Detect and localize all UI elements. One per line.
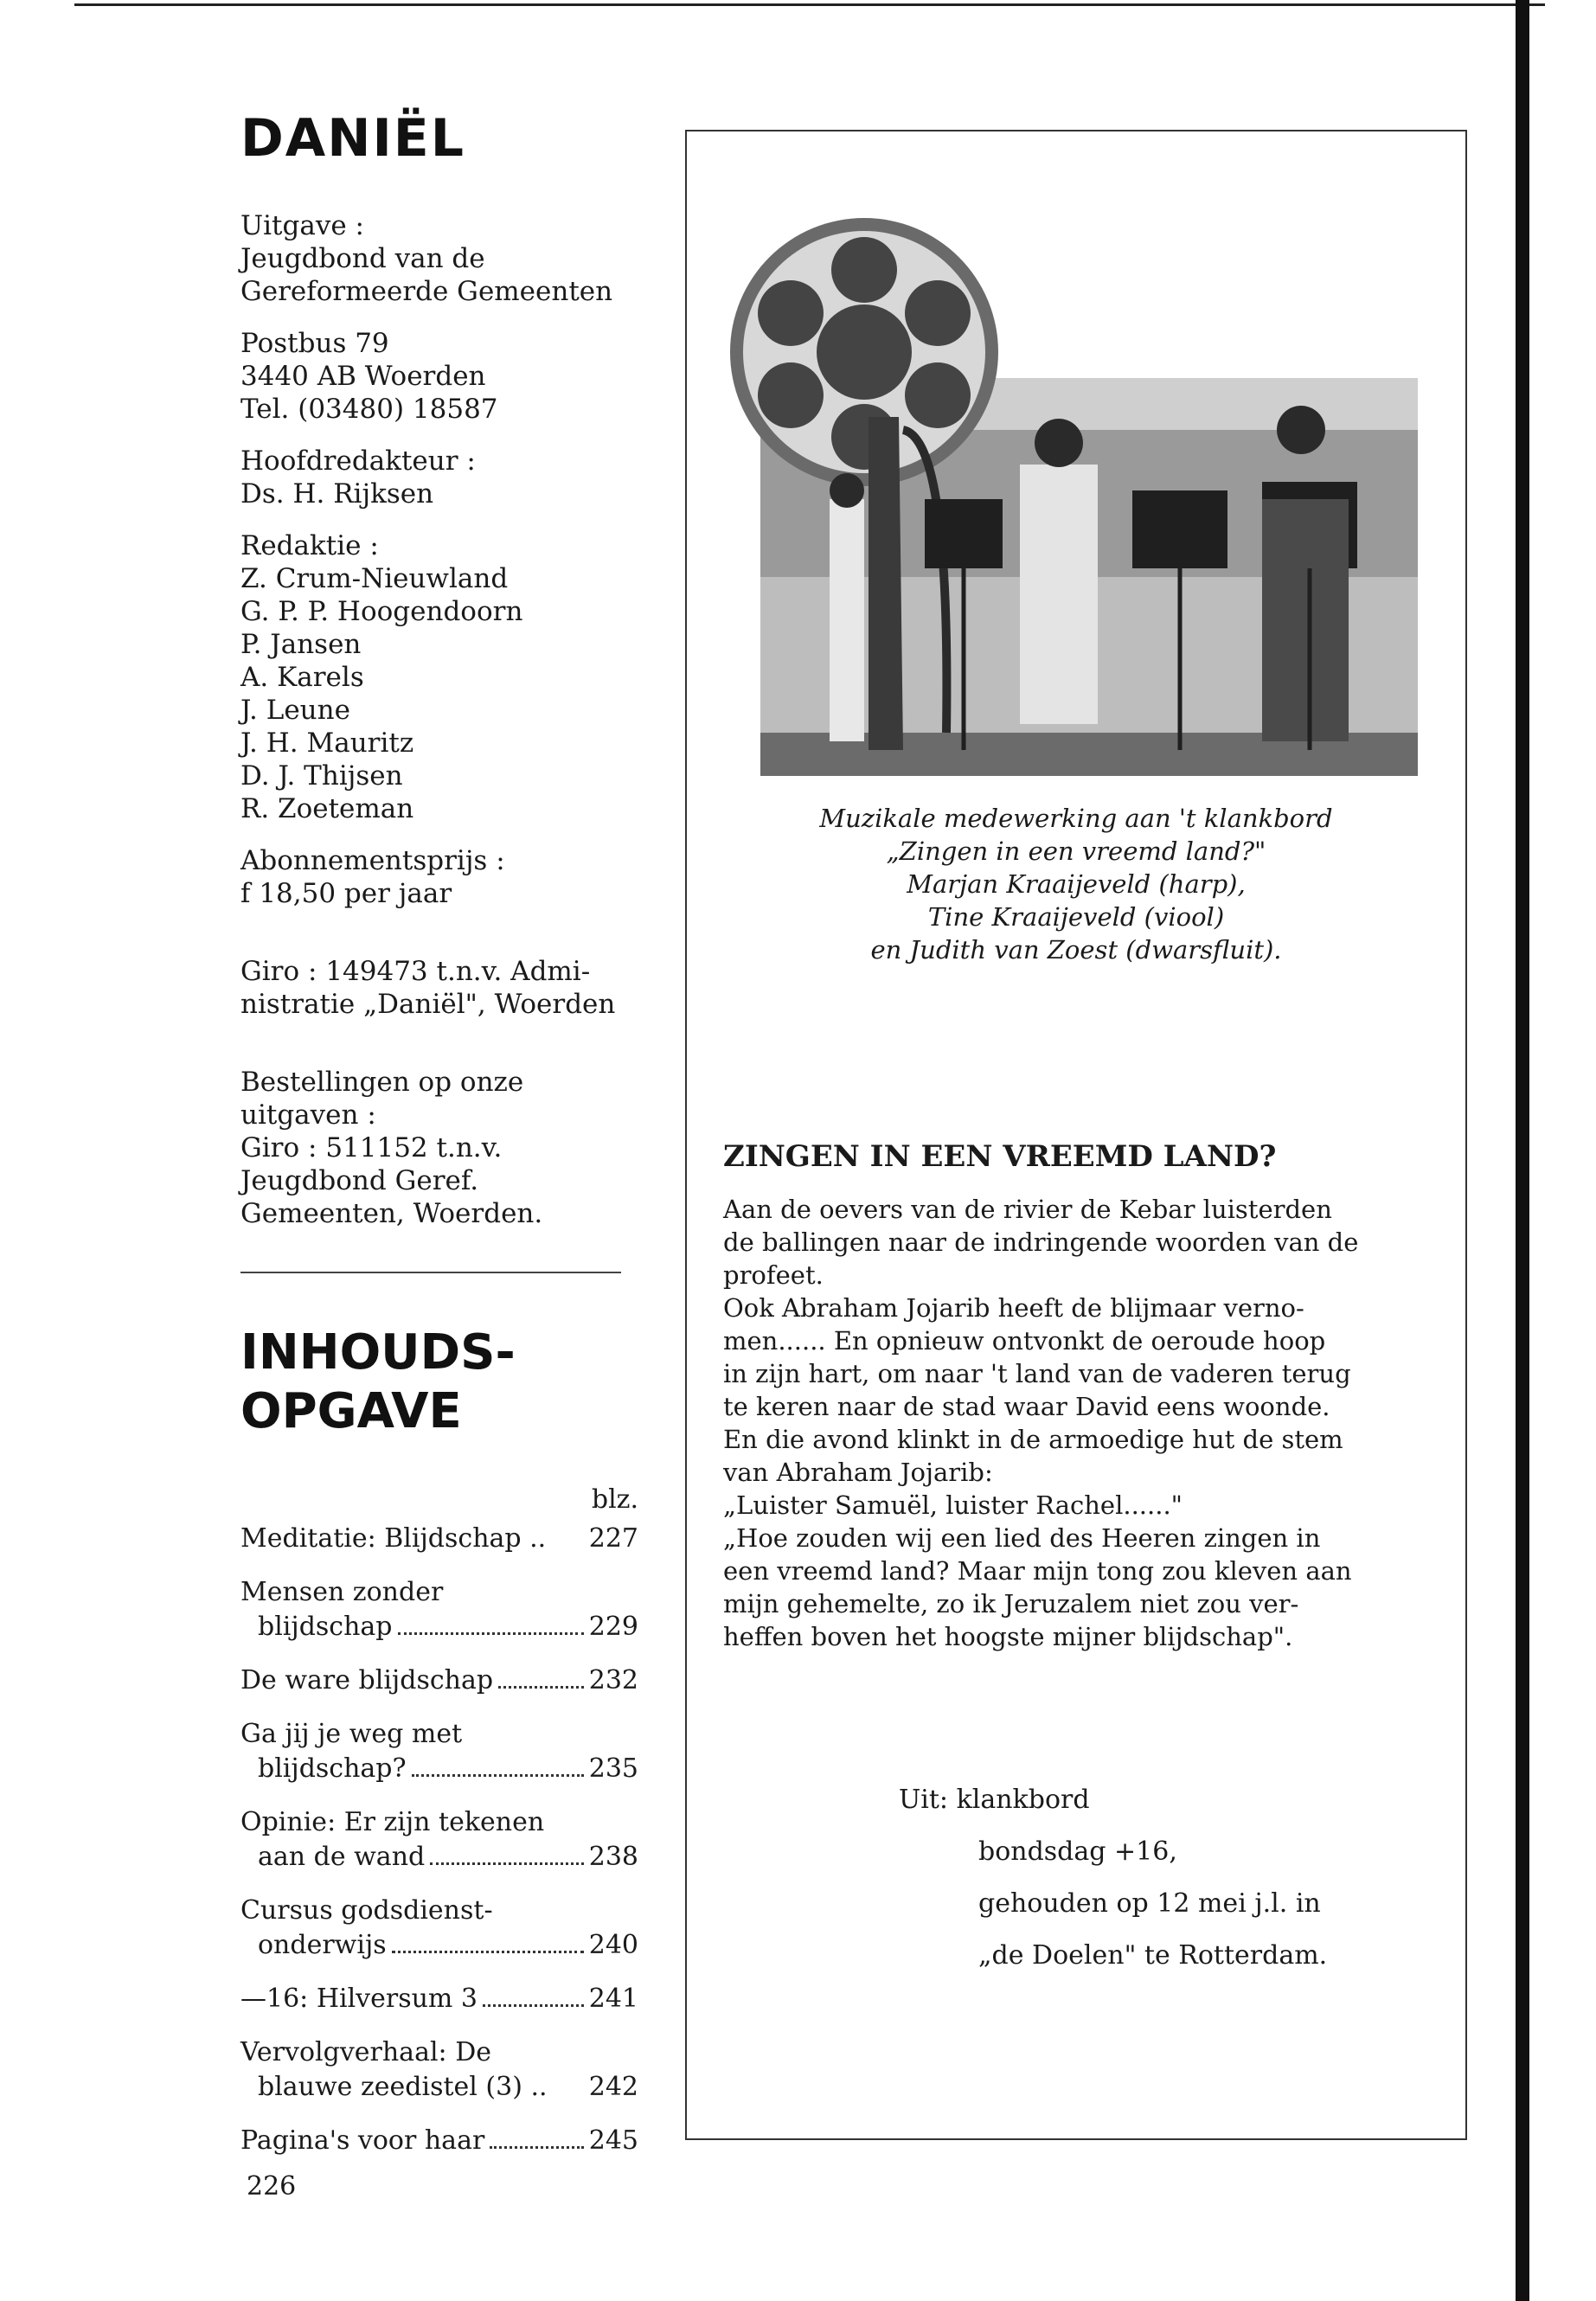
toc-item-title: Ga jij je weg met [240, 1719, 463, 1749]
article-line: de ballingen naar de indringende woorden van de [723, 1227, 1359, 1257]
toc-item [240, 1805, 638, 1875]
orders-line: Giro : 511152 t.n.v. [240, 1132, 503, 1163]
toc-page-column-label: blz. [591, 1484, 638, 1515]
chief-editor-line: Hoofdredakteur : [240, 445, 476, 477]
toc-item-title: —16: Hilversum 3 [240, 1984, 478, 2014]
toc-title [240, 1324, 673, 1441]
orders-line: uitgaven : [240, 1099, 376, 1131]
article-line: een vreemd land? Maar mijn tong zou kleven aan [723, 1556, 1352, 1586]
chief-editor-line: Ds. H. Rijksen [240, 478, 434, 510]
source-line: gehouden op 12 mei j.l. in [978, 1888, 1321, 1919]
subscription-line: f 18,50 per jaar [240, 878, 452, 909]
article-line: En die avond klinkt in de armoedige hut de stem [723, 1425, 1343, 1454]
article-line: te keren naar de stad waar David eens woonde. [723, 1392, 1330, 1421]
toc-item-title-cont: blijdschap? [258, 1753, 407, 1784]
editor-line: P. Jansen [240, 629, 362, 660]
giro-block [240, 955, 673, 1021]
toc-item [240, 1522, 638, 1556]
toc-item-page: 241 [588, 1984, 638, 2014]
toc-item [240, 1894, 638, 1963]
article-line: in zijn hart, om naar 't land van de vaderen terug [723, 1359, 1351, 1388]
address-line: 3440 AB Woerden [240, 361, 486, 392]
toc-item-page: 235 [588, 1753, 638, 1784]
publisher-line: Uitgave : [240, 210, 364, 241]
caption-line: „Zingen in een vreemd land?" [886, 836, 1266, 866]
caption-line: Marjan Kraaijeveld (harp), [907, 869, 1246, 899]
article-line: „Luister Samuël, luister Rachel......" [723, 1490, 1183, 1520]
editor-line: R. Zoeteman [240, 793, 414, 824]
editor-line: D. J. Thijsen [240, 760, 403, 792]
address-line: Tel. (03480) 18587 [240, 394, 498, 425]
orders-block [240, 1066, 673, 1230]
toc-item-page: 238 [588, 1842, 638, 1872]
toc-item-page: 245 [588, 2125, 638, 2156]
masthead-title: DANIËL [240, 108, 465, 169]
article-line: heffen boven het hoogste mijner blijdschap". [723, 1622, 1293, 1651]
caption-line: Tine Kraaijeveld (viool) [927, 902, 1225, 932]
editor-line: Z. Crum-Nieuwland [240, 563, 509, 594]
article-line: van Abraham Jojarib: [723, 1458, 993, 1487]
editor-line: Redaktie : [240, 530, 379, 561]
orders-line: Bestellingen op onze [240, 1067, 524, 1098]
article-line: Ook Abraham Jojarib heeft de blijmaar verno- [723, 1293, 1304, 1323]
editor-line: A. Karels [240, 662, 364, 693]
toc-item-title: Mensen zonder [240, 1577, 444, 1607]
toc-item-page: 227 [588, 1523, 638, 1554]
toc-item-page: 232 [588, 1665, 638, 1695]
concert-photo [726, 214, 1418, 776]
source-line: „de Doelen" te Rotterdam. [978, 1940, 1328, 1971]
source-note [899, 1784, 1327, 1991]
orders-line: Gemeenten, Woerden. [240, 1198, 543, 1229]
address-block [240, 327, 673, 426]
photo-caption [721, 802, 1431, 966]
toc-item [240, 1982, 638, 2016]
editor-line: G. P. P. Hoogendoorn [240, 596, 523, 627]
article-body [723, 1193, 1433, 1653]
page-number: 226 [247, 2171, 297, 2202]
editor-line: J. Leune [240, 695, 350, 726]
toc-item-title-cont: onderwijs [258, 1930, 387, 1960]
toc-item-title: Pagina's voor haar [240, 2125, 485, 2156]
editor-line: J. H. Mauritz [240, 727, 414, 759]
feature-box [685, 130, 1467, 2140]
publisher-block [240, 209, 673, 308]
right-edge-bar [1516, 0, 1529, 2301]
toc-item-title-cont: blijdschap [258, 1612, 393, 1642]
top-rule [74, 3, 1545, 6]
editors-block [240, 529, 673, 825]
article-line: mijn gehemelte, zo ik Jeruzalem niet zou ver- [723, 1589, 1299, 1618]
toc-item-title: Opinie: Er zijn tekenen [240, 1807, 545, 1837]
article [723, 1139, 1433, 1653]
toc-item [240, 2035, 638, 2105]
giro-line: nistratie „Daniël", Woerden [240, 989, 616, 1020]
left-column [240, 108, 673, 2177]
toc-item [240, 2124, 638, 2158]
article-line: men...... En opnieuw ontvonkt de oeroude hoop [723, 1326, 1326, 1356]
toc-item-title: De ware blijdschap [240, 1665, 494, 1695]
toc-item-title-cont: blauwe zeedistel (3) .. [258, 2072, 548, 2102]
article-line: „Hoe zouden wij een lied des Heeren zingen in [723, 1523, 1321, 1553]
toc-item [240, 1717, 638, 1786]
toc-item-title: Meditatie: Blijdschap .. [240, 1523, 547, 1554]
toc-item [240, 1663, 638, 1698]
subscription-line: Abonnementsprijs : [240, 845, 505, 876]
publisher-line: Gereformeerde Gemeenten [240, 276, 613, 307]
giro-line: Giro : 149473 t.n.v. Admi- [240, 956, 591, 987]
article-title: ZINGEN IN EEN VREEMD LAND? [723, 1139, 1277, 1174]
toc-item-title-cont: aan de wand [258, 1842, 426, 1872]
chief-editor-block [240, 445, 673, 510]
caption-line: en Judith van Zoest (dwarsfluit). [870, 935, 1282, 965]
article-line: Aan de oevers van de rivier de Kebar luisterden [723, 1195, 1332, 1224]
toc-item-title: Vervolgverhaal: De [240, 2037, 491, 2067]
toc-title-line: OPGAVE [240, 1383, 462, 1439]
subscription-block [240, 844, 673, 910]
section-divider [240, 1272, 621, 1273]
orders-line: Jeugdbond Geref. [240, 1165, 479, 1196]
toc-item [240, 1575, 638, 1644]
toc-item-title: Cursus godsdienst- [240, 1895, 493, 1926]
publisher-line: Jeugdbond van de [240, 243, 485, 274]
toc-item-page: 229 [588, 1612, 638, 1642]
toc-title-line: INHOUDS- [240, 1324, 516, 1381]
article-line: profeet. [723, 1260, 824, 1290]
toc-item-page: 242 [588, 2072, 638, 2102]
address-line: Postbus 79 [240, 328, 389, 359]
toc-item-page: 240 [588, 1930, 638, 1960]
caption-line: Muzikale medewerking aan 't klankbord [819, 804, 1333, 833]
source-line: bondsdag +16, [978, 1836, 1177, 1867]
source-label: Uit: klankbord [899, 1785, 1090, 1815]
